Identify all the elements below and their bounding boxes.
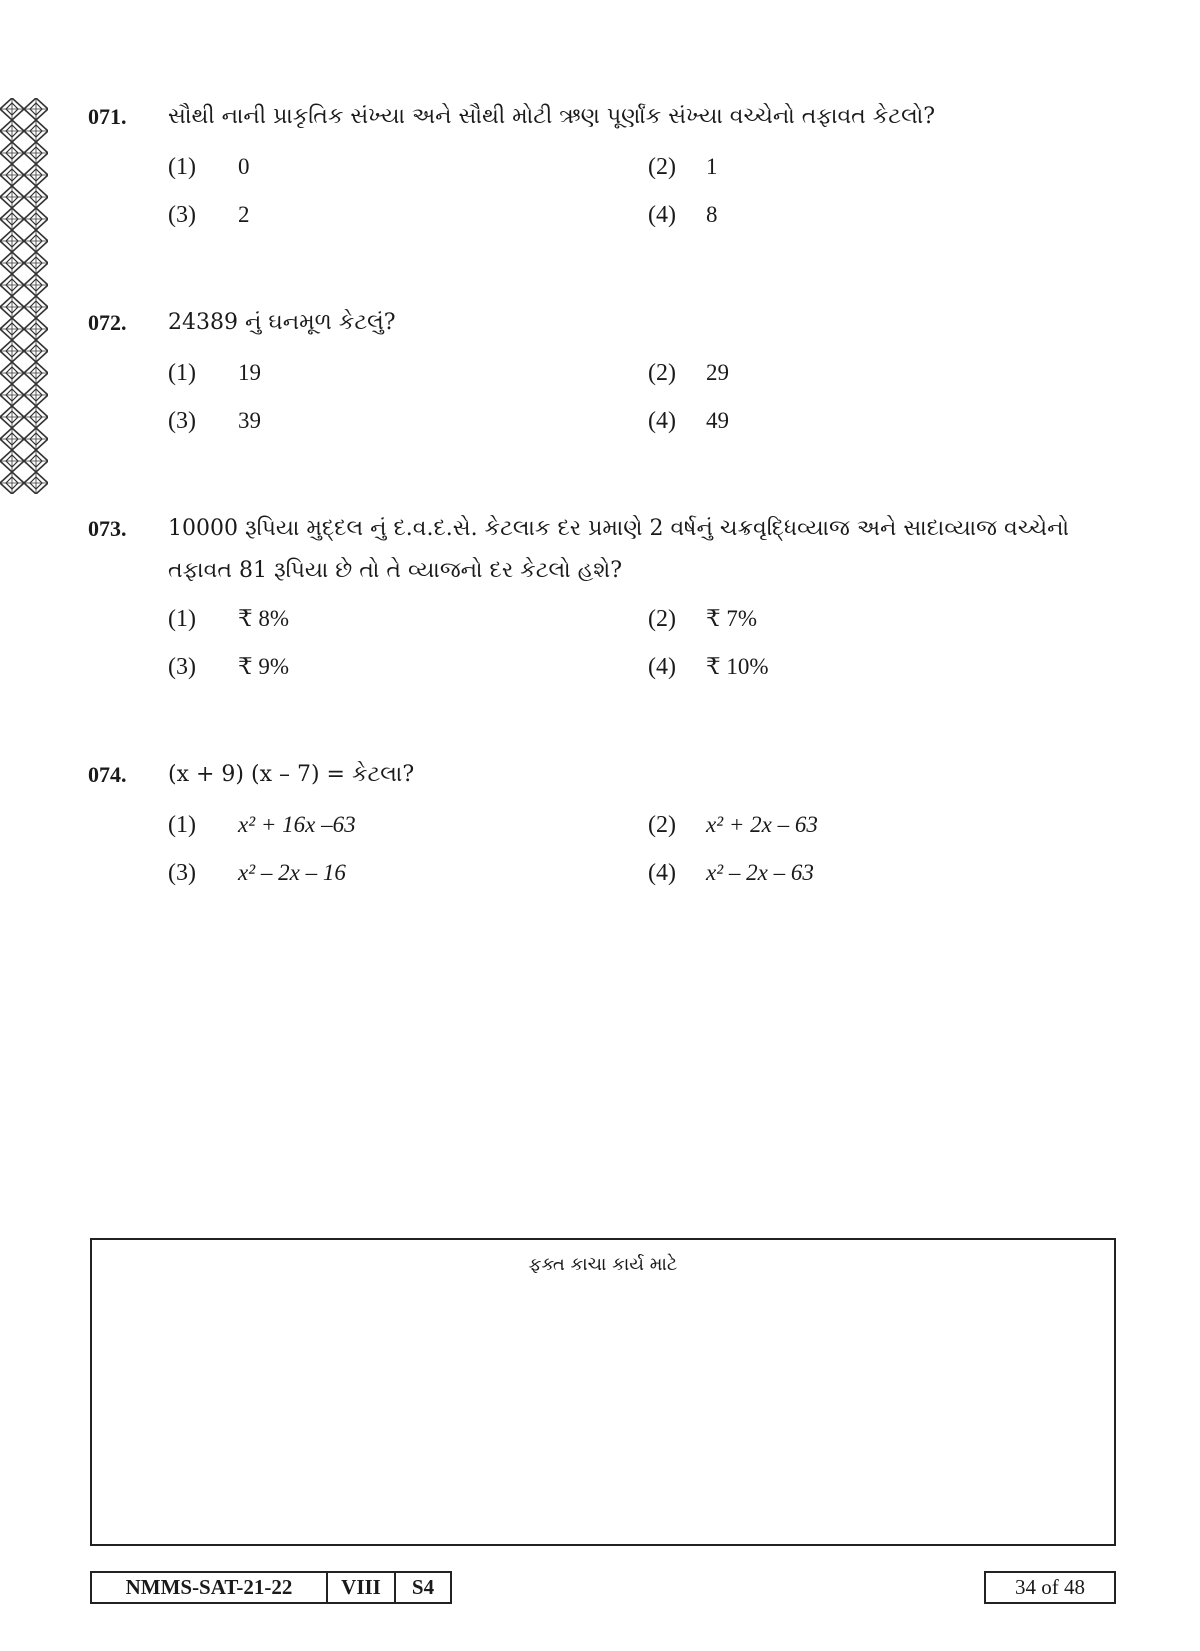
question-text: (x + 9) (x – 7) = કેટલા? [168,762,415,787]
option-label: (4) [648,860,676,886]
exam-code: NMMS-SAT-21-22 [92,1573,328,1602]
option-label: (3) [168,654,196,680]
option-4[interactable] [648,408,729,435]
question-number: 072. [88,310,127,335]
option-2[interactable] [648,360,729,387]
option-label: (1) [168,360,196,386]
option-label: (2) [648,606,676,632]
option-label: (4) [648,654,676,680]
question-071 [88,104,1128,234]
question-number: 074. [88,762,127,787]
question-number: 071. [88,104,127,129]
option-3[interactable] [168,202,250,229]
option-value: 49 [706,408,729,433]
option-label: (3) [168,860,196,886]
decorative-border-pattern [0,98,48,494]
option-label: (2) [648,812,676,838]
option-3[interactable] [168,860,346,887]
page-number: 34 of 48 [984,1571,1116,1604]
option-value: 29 [706,360,729,385]
option-1[interactable] [168,360,261,387]
option-value: ₹ 8% [238,606,290,631]
option-label: (3) [168,408,196,434]
option-label: (2) [648,154,676,180]
question-text: 24389 નું ઘનમૂળ કેટલું? [168,310,396,335]
option-3[interactable] [168,654,289,681]
option-label: (1) [168,812,196,838]
option-label: (1) [168,154,196,180]
option-value: x² + 2x – 63 [706,812,818,837]
option-value: 19 [238,360,261,385]
option-value: x² – 2x – 63 [706,860,814,885]
option-value: 1 [706,154,718,179]
option-2[interactable] [648,606,757,633]
option-2[interactable] [648,812,818,839]
option-4[interactable] [648,860,814,887]
option-4[interactable] [648,202,718,229]
option-label: (1) [168,606,196,632]
question-073 [88,516,1128,696]
option-value: x² – 2x – 16 [238,860,346,885]
option-label: (4) [648,202,676,228]
question-074 [88,762,1128,892]
option-value: 39 [238,408,261,433]
question-text: સૌથી નાની પ્રાકૃતિક સંખ્યા અને સૌથી મોટી ઋણ પૂર્ણાંક સંખ્યા વચ્ચેનો તફાવત કેટલો? [168,104,936,129]
option-4[interactable] [648,654,769,681]
question-number: 073. [88,516,127,541]
option-label: (4) [648,408,676,434]
exam-set: S4 [411,1575,435,1599]
rough-work-label: ફક્ત કાચા કાર્ય માટે [528,1254,678,1275]
option-2[interactable] [648,154,718,181]
option-1[interactable] [168,606,289,633]
option-value: 0 [238,154,250,179]
question-text: 10000 રૂપિયા મુદ્દલ નું દ.વ.દ.સે. કેટલાક દર પ્રમાણે 2 વર્ષનું ચક્રવૃદ્ધિવ્યાજ અને સાદાવ્યાજ વચ્ચેનો તફાવત 81 રૂપિયા છે તો તે વ્યાજનો દર કેટલો હશે? [168,516,1069,583]
exam-class: VIII [328,1573,396,1602]
option-value: x² + 16x –63 [238,812,356,837]
option-value: ₹ 7% [706,606,758,631]
option-label: (3) [168,202,196,228]
question-072 [88,310,1128,440]
option-3[interactable] [168,408,261,435]
option-value: 2 [238,202,250,227]
option-value: ₹ 9% [238,654,290,679]
option-1[interactable] [168,812,356,839]
exam-code-box [90,1571,452,1604]
rough-work-box [90,1238,1116,1546]
option-label: (2) [648,360,676,386]
option-value: 8 [706,202,718,227]
option-value: ₹ 10% [706,654,769,679]
option-1[interactable] [168,154,250,181]
